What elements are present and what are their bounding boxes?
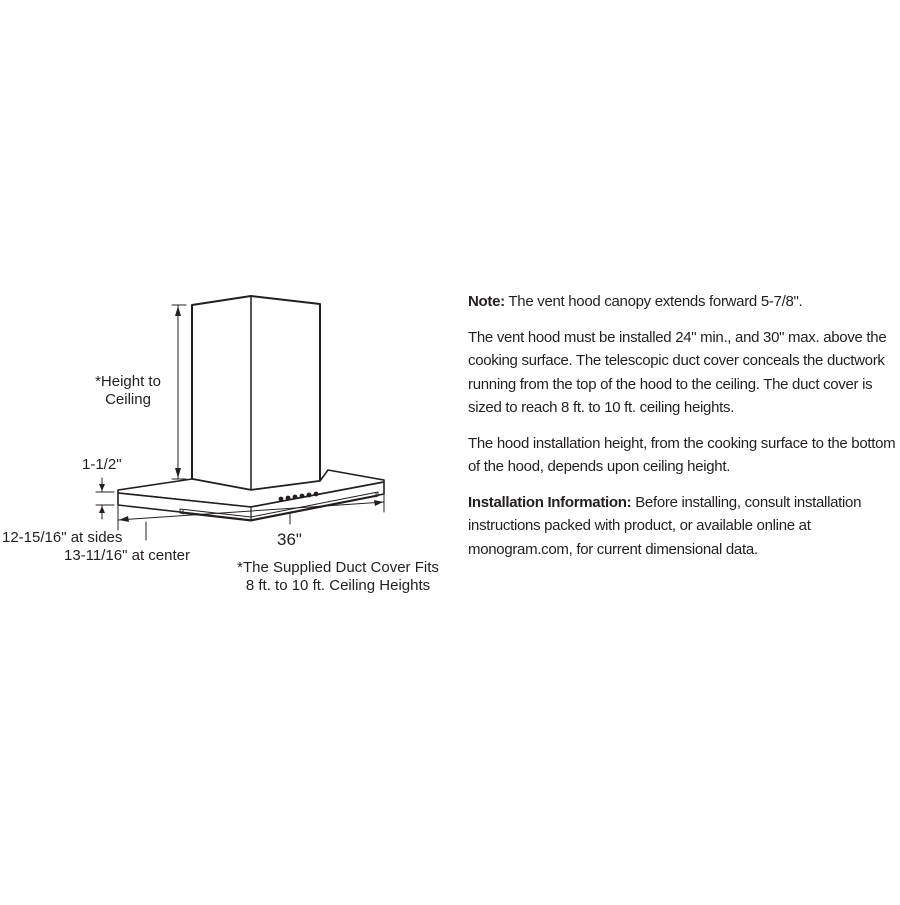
height-to-ceiling-line2: Ceiling [105, 391, 151, 408]
note-paragraph [468, 290, 898, 314]
control-knob [300, 494, 305, 499]
height-dependency-paragraph: The hood installation height, from the cooking surface to the bottom of the hood, depends upon ceiling height. [468, 434, 896, 475]
control-knob [314, 492, 319, 497]
depth-at-center-label: 13-11/16" at center [64, 547, 190, 564]
control-knob [279, 497, 284, 502]
spec-text-column [468, 290, 898, 573]
control-knob [286, 496, 291, 501]
footnote-line1: *The Supplied Duct Cover Fits [237, 559, 439, 576]
depth-at-sides-label: 12-15/16" at sides [2, 529, 123, 546]
footnote-line2: 8 ft. to 10 ft. Ceiling Heights [245, 577, 431, 594]
control-knob [293, 495, 298, 500]
thickness-label: 1-1/2" [82, 456, 122, 473]
control-knob [307, 493, 312, 498]
width-label: 36" [277, 530, 302, 549]
height-to-ceiling-line1: *Height to [95, 373, 161, 390]
installation-info-paragraph [468, 491, 898, 562]
duct-cover-footnote [216, 559, 460, 595]
note-label: Note: [468, 293, 505, 310]
note-body: The vent hood canopy extends forward 5-7/8". [504, 293, 803, 310]
install-height-paragraph: The vent hood must be installed 24" min., and 30" max. above the cooking surface. The telescopic duct cover conceals the ductwork running from the top of the hood to the ceiling. The duct cover is sized to reach 8 ft. to 10 ft. ceiling heights. [468, 328, 887, 416]
duct-cover [192, 296, 320, 490]
installation-info-label: Installation Information: [468, 493, 632, 511]
installation-info-body: Before installing, consult installation instructions packed with product, or available online at monogram.com, for current dimensional data. [468, 493, 862, 558]
height-to-ceiling-label [86, 373, 170, 409]
